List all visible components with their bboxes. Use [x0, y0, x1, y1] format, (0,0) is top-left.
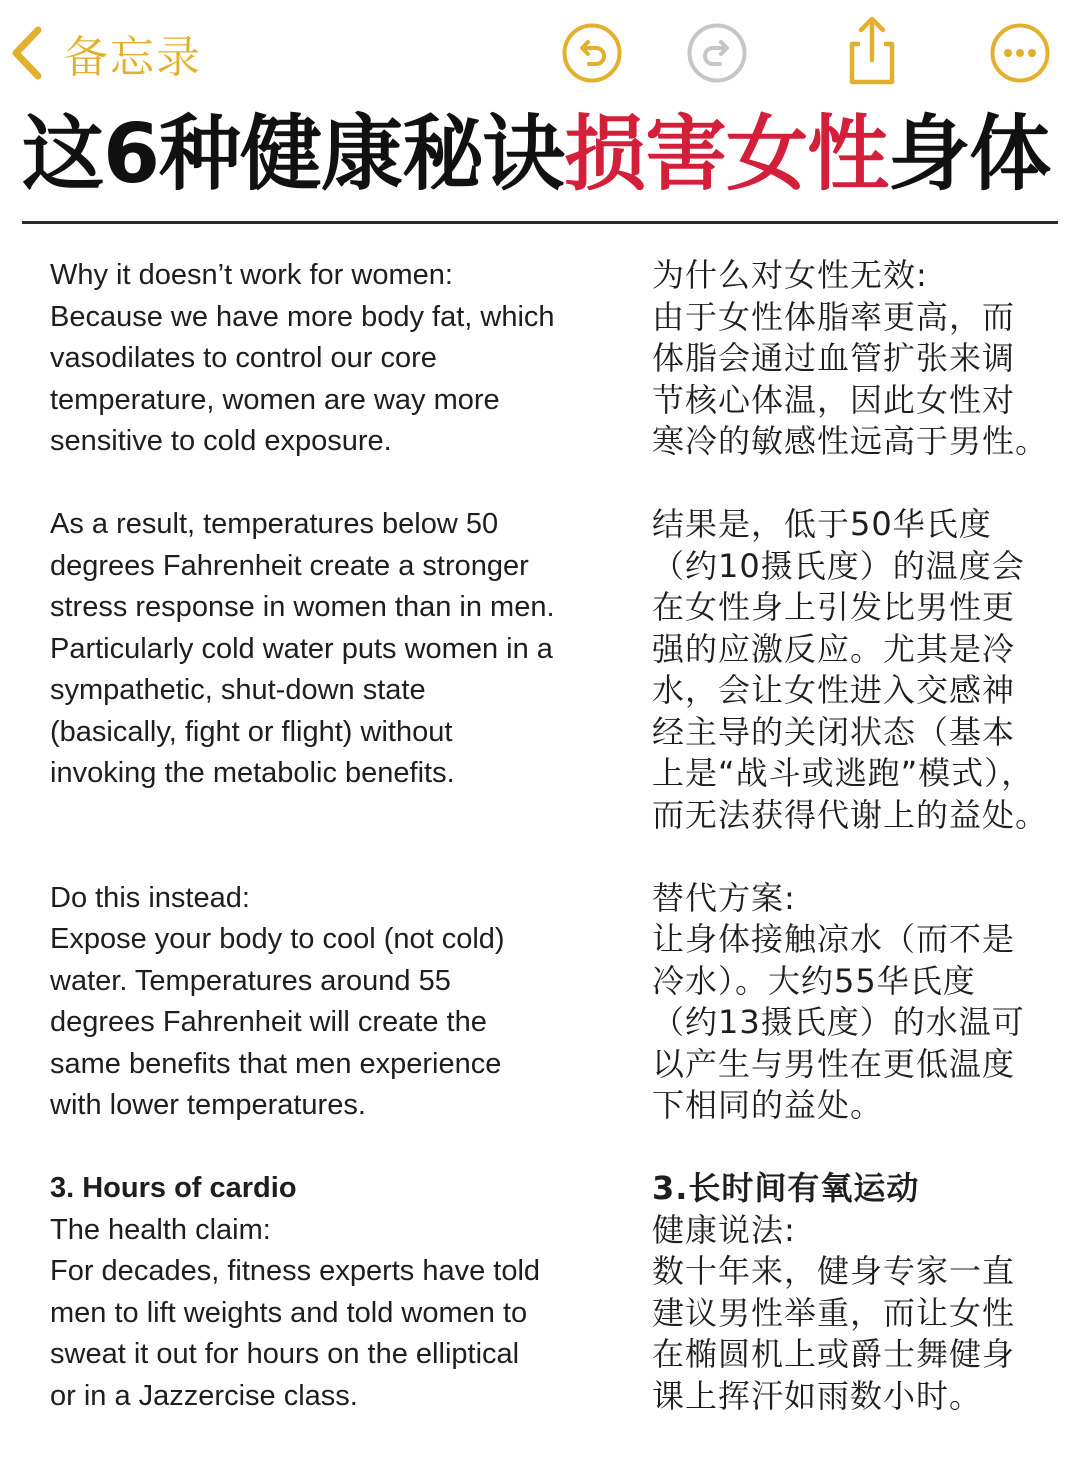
zh-line: 在椭圆机上或爵士舞健身 — [652, 1335, 1016, 1373]
headline-accent: 损害女性 — [564, 107, 889, 202]
zh-line: 数十年来，健身专家一直 — [652, 1252, 1016, 1290]
more-button[interactable] — [989, 22, 1051, 84]
en-line: water. Temperatures around 55 — [50, 964, 451, 997]
en-line: Because we have more body fat, which — [50, 300, 555, 333]
zh-line: 水，会让女性进入交感神 — [652, 671, 1016, 709]
zh-line: 以产生与男性在更低温度 — [652, 1044, 1016, 1083]
en-line: invoking the metabolic benefits. — [50, 757, 455, 789]
en-line: temperature, women are way more — [50, 383, 500, 416]
chinese-column — [652, 255, 1072, 1417]
share-icon — [841, 14, 903, 86]
zh-section-title: 3.长时间有氧运动 — [652, 1169, 920, 1207]
en-line: Why it doesn’t work for women: — [50, 259, 453, 291]
zh-line: 冷水）。大约55华氏度 — [652, 961, 976, 1000]
en-line: For decades, fitness experts have told — [50, 1255, 541, 1287]
zh-line: 课上挥汗如雨数小时。 — [652, 1376, 983, 1415]
en-line: same benefits that men experience — [50, 1047, 502, 1080]
notes-toolbar — [0, 0, 1080, 110]
zh-line: 结果是，低于50华氏度 — [652, 505, 992, 543]
zh-line: 健康说法: — [652, 1210, 796, 1249]
paragraph-gap — [652, 836, 1072, 878]
en-line: degrees Fahrenheit create a stronger — [50, 549, 529, 582]
en-line: (basically, fight or flight) without — [50, 715, 453, 748]
en-line: As a result, temperatures below 50 — [50, 508, 499, 540]
back-button[interactable] — [10, 20, 202, 86]
zh-line: 节核心体温，因此女性对 — [652, 380, 1016, 419]
chevron-left-icon — [10, 26, 44, 80]
en-line: or in a Jazzercise class. — [50, 1379, 358, 1412]
en-line: sensitive to cold exposure. — [50, 425, 392, 457]
en-line: degrees Fahrenheit will create the — [50, 1006, 487, 1038]
headline-part3: 身体 — [888, 107, 1051, 202]
en-section-title: 3. Hours of cardio — [50, 1172, 297, 1204]
paragraph-gap — [50, 463, 640, 505]
redo-button[interactable] — [686, 22, 748, 84]
redo-icon — [686, 22, 748, 84]
zh-line: 经主导的关闭状态（基本 — [652, 712, 1016, 751]
en-line: The health claim: — [50, 1213, 271, 1246]
en-line: sympathetic, shut-down state — [50, 674, 426, 706]
en-line: vasodilates to control our core — [50, 342, 437, 374]
zh-line: 下相同的益处。 — [652, 1086, 884, 1124]
zh-line: 上是“战斗或逃跑”模式）， — [652, 754, 1035, 792]
en-line: sweat it out for hours on the elliptical — [50, 1338, 520, 1370]
zh-line: 让身体接触凉水（而不是 — [652, 920, 1016, 958]
zh-line: （约10摄氏度）的温度会 — [652, 546, 1025, 585]
headline-divider — [22, 221, 1058, 224]
zh-line: （约13摄氏度）的水温可 — [652, 1003, 1025, 1041]
zh-line: 建议男性举重，而让女性 — [652, 1293, 1016, 1332]
en-line: with lower temperatures. — [50, 1089, 366, 1121]
en-line: stress response in women than in men. — [50, 591, 555, 623]
back-label: 备忘录 — [64, 32, 202, 83]
undo-icon — [561, 22, 623, 84]
zh-line: 为什么对女性无效: — [652, 256, 928, 294]
zh-line: 替代方案: — [652, 878, 796, 917]
en-line: Do this instead: — [50, 881, 250, 914]
zh-line: 寒冷的敏感性远高于男性。 — [652, 422, 1049, 460]
zh-line: 在女性身上引发比男性更 — [652, 588, 1016, 626]
zh-line: 由于女性体脂率更高，而 — [652, 297, 1016, 336]
zh-line: 强的应激反应。尤其是冷 — [652, 629, 1016, 668]
en-line: men to lift weights and told women to — [50, 1296, 528, 1329]
note-headline — [22, 106, 1062, 204]
paragraph-gap — [652, 463, 1072, 505]
zh-line: 而无法获得代谢上的益处。 — [652, 795, 1049, 834]
headline-part1: 这6种健康秘诀 — [22, 107, 565, 202]
en-line: Particularly cold water puts women in a — [50, 632, 553, 665]
paragraph-gap — [652, 1127, 1072, 1169]
english-column — [50, 255, 640, 1417]
paragraph-gap — [50, 1127, 640, 1169]
undo-button[interactable] — [561, 22, 623, 84]
paragraph-gap — [50, 836, 640, 878]
paragraph-gap — [50, 795, 640, 837]
zh-line: 体脂会通过血管扩张来调 — [652, 339, 1016, 377]
share-button[interactable] — [841, 14, 903, 76]
more-icon — [989, 22, 1051, 84]
en-line: Expose your body to cool (not cold) — [50, 923, 505, 955]
